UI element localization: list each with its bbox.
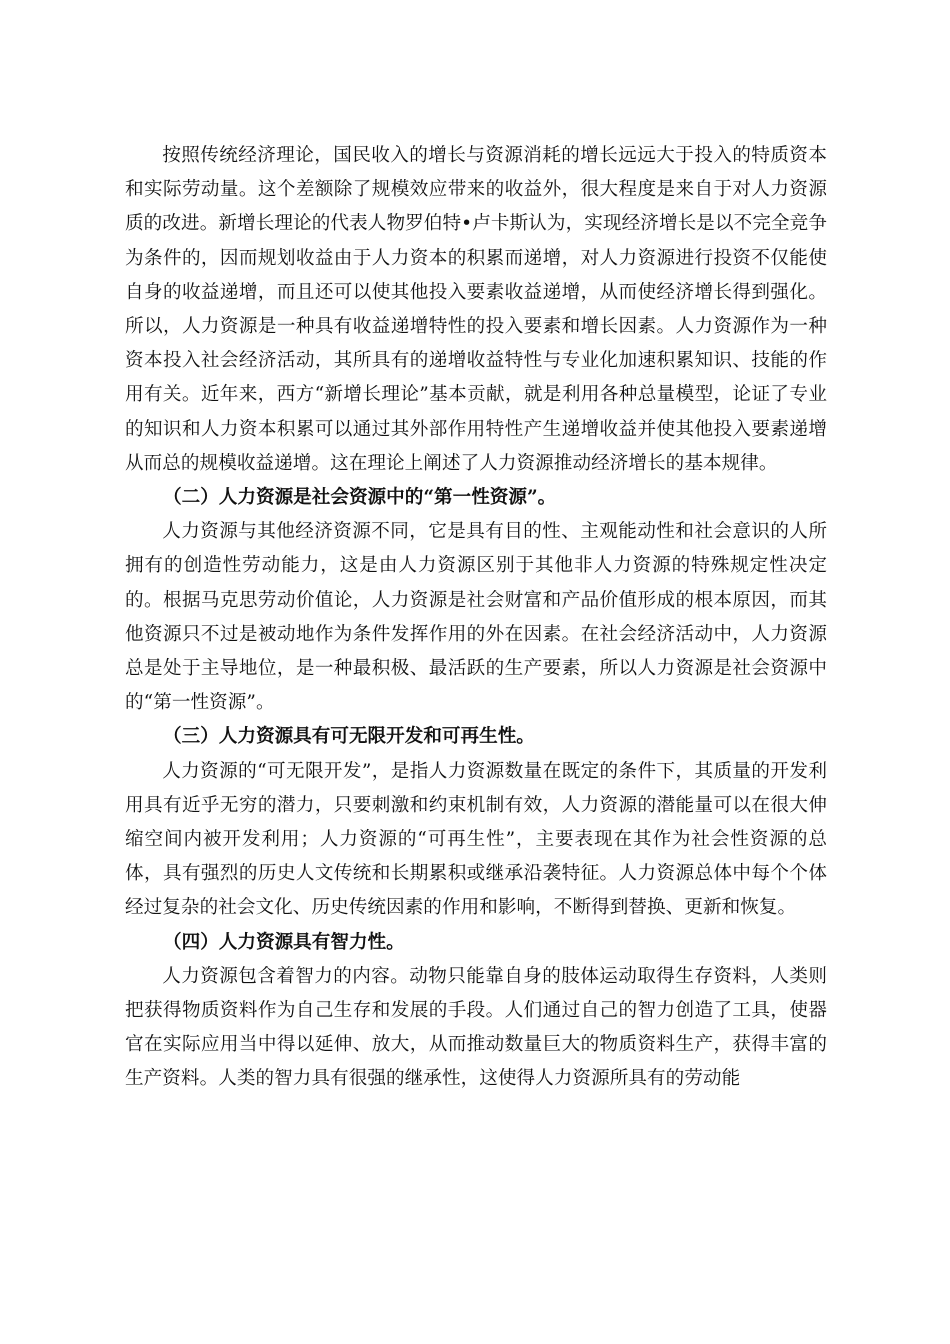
section-heading-2: （二）人力资源是社会资源中的“第一性资源”。 [163, 487, 557, 509]
document-page [125, 139, 827, 1097]
intro-paragraph: 按照传统经济理论，国民收入的增长与资源消耗的增长远远大于投入的特质资本和实际劳动量。这个差额除了规模效应带来的收益外，很大程度是来自于对人力资源质的改进。新增长理论的代表人物罗伯特•卢卡斯认为，实现经济增长是以不完全竞争为条件的，因而规划收益由于人力资本的积累而递增，对人力资源进行投资不仅能使自身的收益递增，而且还可以使其他投入要素收益递增，从而使经济增长得到强化。所以，人力资源是一种具有收益递增特性的投入要素和增长因素。人力资源作为一种资本投入社会经济活动，其所具有的递增收益特性与专业化加速积累知识、技能的作用有关。近年来，西方“新增长理论”基本贡献，就是利用各种总量模型，论证了专业的知识和人力资本积累可以通过其外部作用特性产生递增收益并使其他投入要素递增从而总的规模收益递增。这在理论上阐述了人力资源推动经济增长的基本规律。 [125, 145, 827, 474]
section-heading-4: （四）人力资源具有智力性。 [163, 931, 405, 953]
section-paragraph-3: 人力资源的“可无限开发”，是指人力资源数量在既定的条件下，其质量的开发利用具有近乎无穷的潜力，只要刺激和约束机制有效，人力资源的潜能量可以在很大伸缩空间内被开发利用；人力资源的“可再生性”，主要表现在其作为社会性资源的总体，具有强烈的历史人文传统和长期累积或继承沿袭特征。人力资源总体中每个个体经过复杂的社会文化、历史传统因素的作用和影响，不断得到替换、更新和恢复。 [125, 760, 827, 919]
section-heading-3: （三）人力资源具有可无限开发和可再生性。 [163, 726, 535, 748]
section-paragraph-4: 人力资源包含着智力的内容。动物只能靠自身的肢体运动取得生存资料，人类则把获得物质资料作为自己生存和发展的手段。人们通过自己的智力创造了工具，使器官在实际应用当中得以延伸、放大，从而推动数量巨大的物质资料生产，获得丰富的生产资料。人类的智力具有很强的继承性，这使得人力资源所具有的劳动能 [125, 965, 827, 1090]
section-paragraph-2: 人力资源与其他经济资源不同，它是具有目的性、主观能动性和社会意识的人所拥有的创造性劳动能力，这是由人力资源区别于其他非人力资源的特殊规定性决定的。根据马克思劳动价值论，人力资源是社会财富和产品价值形成的根本原因，而其他资源只不过是被动地作为条件发挥作用的外在因素。在社会经济活动中，人力资源总是处于主导地位，是一种最积极、最活跃的生产要素，所以人力资源是社会资源中的“第一性资源”。 [125, 521, 827, 714]
